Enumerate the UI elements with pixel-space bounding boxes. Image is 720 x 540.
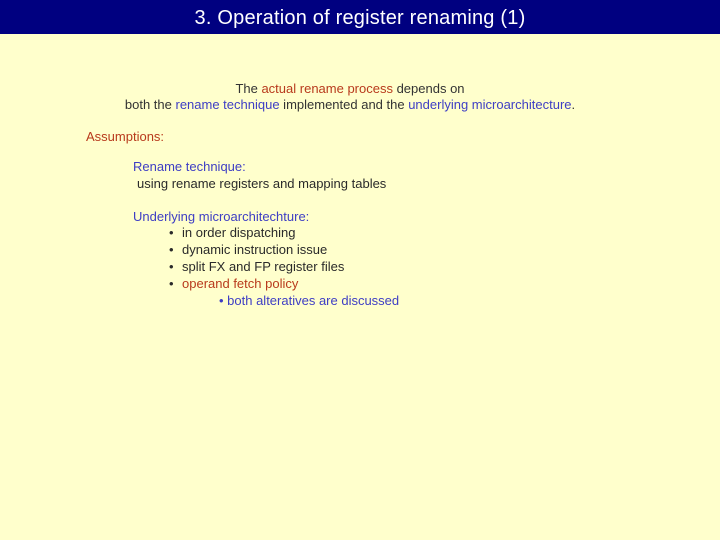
intro-line-1 xyxy=(0,81,700,96)
list-item-text: dynamic instruction issue xyxy=(182,242,328,257)
bullet-icon: • xyxy=(169,225,174,240)
title-bar xyxy=(0,0,720,34)
bullet-icon: • xyxy=(169,276,174,291)
bullet-icon: • xyxy=(169,242,174,257)
rename-technique-detail: using rename registers and mapping tables xyxy=(137,176,387,191)
intro-actual-rename-process: actual rename process xyxy=(261,81,393,96)
list-item xyxy=(169,225,295,240)
list-item-text: in order dispatching xyxy=(182,225,296,240)
bullet-icon: • xyxy=(169,259,174,274)
intro-line-1-post: depends on xyxy=(392,81,465,96)
list-item-text: operand fetch policy xyxy=(182,276,299,291)
intro-line-2-pre: both the xyxy=(124,97,176,112)
sub-list-item: • both alteratives are discussed xyxy=(219,293,400,308)
assumptions-heading: Assumptions: xyxy=(86,129,165,144)
intro-line-2-mid: implemented and the xyxy=(279,97,409,112)
rename-technique-heading: Rename technique: xyxy=(133,159,246,174)
list-item xyxy=(169,276,298,291)
page-title: 3. Operation of register renaming (1) xyxy=(194,7,526,29)
intro-underlying-microarchitecture: underlying microarchitecture xyxy=(408,97,572,112)
intro-line-1-pre: The xyxy=(235,81,262,96)
list-item xyxy=(169,242,327,257)
list-item-text: split FX and FP register files xyxy=(182,259,345,274)
intro-line-2 xyxy=(0,97,700,112)
intro-line-2-post: . xyxy=(571,97,576,112)
list-item xyxy=(169,259,344,274)
intro-rename-technique: rename technique xyxy=(175,97,280,112)
microarchitecture-heading: Underlying microarchitechture: xyxy=(133,209,310,224)
